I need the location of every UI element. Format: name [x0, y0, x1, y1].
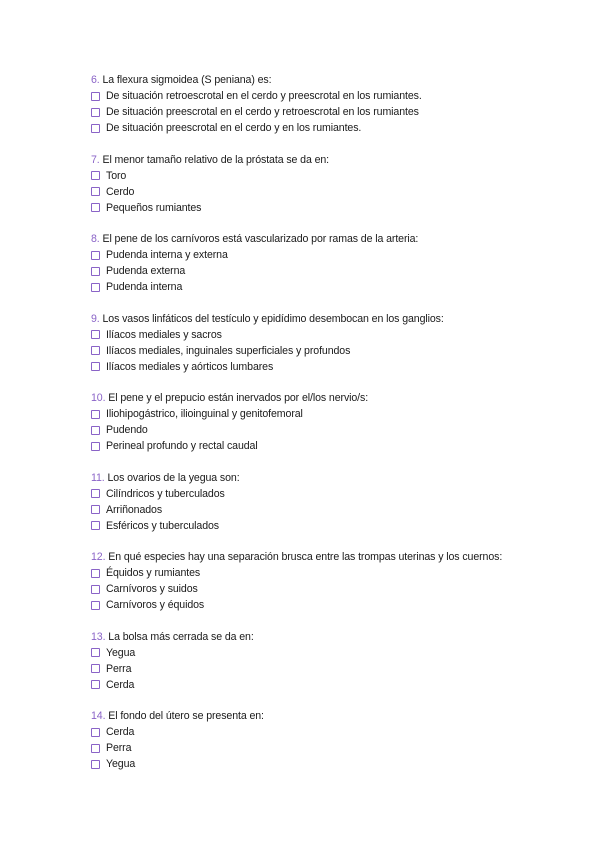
question-7 — [91, 152, 591, 216]
question-12 — [91, 549, 591, 613]
checkbox-icon[interactable] — [91, 187, 100, 196]
question-text: En qué especies hay una separación brusca entre las trompas uterinas y los cuernos: — [108, 551, 503, 563]
option-label: Yegua — [106, 646, 136, 659]
checkbox-icon[interactable] — [91, 203, 100, 212]
option-label: Yegua — [106, 758, 136, 770]
question-number: 11. — [91, 471, 105, 484]
checkbox-icon[interactable] — [91, 267, 100, 276]
option-label: Cerda — [106, 726, 135, 738]
question-heading — [91, 708, 591, 724]
question-6 — [91, 72, 591, 136]
answer-option[interactable] — [91, 581, 591, 597]
question-number: 9. — [91, 312, 100, 325]
answer-option[interactable] — [91, 677, 591, 693]
option-label: Pequeños rumiantes — [106, 201, 202, 214]
checkbox-icon[interactable] — [91, 108, 100, 117]
checkbox-icon[interactable] — [91, 601, 100, 610]
checkbox-icon[interactable] — [91, 648, 100, 657]
question-number: 14. — [91, 710, 106, 722]
option-label: Cerdo — [106, 185, 135, 198]
option-label: Ilíacos mediales, inguinales superficiales y profundos — [106, 344, 351, 357]
question-text: El fondo del útero se presenta en: — [108, 710, 264, 722]
question-number: 13. — [91, 630, 106, 643]
answer-option[interactable] — [91, 565, 591, 581]
checkbox-icon[interactable] — [91, 346, 100, 355]
checkbox-icon[interactable] — [91, 251, 100, 260]
option-label: Esféricos y tuberculados — [106, 519, 220, 532]
checkbox-icon[interactable] — [91, 171, 100, 180]
option-label: Cilíndricos y tuberculados — [106, 487, 225, 500]
question-10 — [91, 390, 591, 454]
question-number: 12. — [91, 551, 106, 563]
checkbox-icon[interactable] — [91, 362, 100, 371]
question-text: Los vasos linfáticos del testículo y epidídimo desembocan en los ganglios: — [102, 312, 444, 325]
answer-option[interactable] — [91, 502, 591, 518]
option-label: Perineal profundo y rectal caudal — [106, 440, 258, 452]
question-number: 10. — [91, 392, 106, 404]
answer-option[interactable] — [91, 486, 591, 502]
answer-option[interactable] — [91, 327, 591, 343]
option-label: Pudendo — [106, 424, 148, 436]
option-label: Perra — [106, 742, 132, 754]
answer-option[interactable] — [91, 597, 591, 613]
option-label: Carnívoros y suidos — [106, 583, 198, 595]
checkbox-icon[interactable] — [91, 585, 100, 594]
option-label: Perra — [106, 662, 132, 675]
answer-option[interactable] — [91, 518, 591, 534]
answer-option[interactable] — [91, 724, 591, 740]
checkbox-icon[interactable] — [91, 330, 100, 339]
checkbox-icon[interactable] — [91, 664, 100, 673]
question-heading — [91, 231, 591, 247]
checkbox-icon[interactable] — [91, 410, 100, 419]
question-13 — [91, 629, 591, 693]
answer-option[interactable] — [91, 279, 591, 295]
question-text: La bolsa más cerrada se da en: — [108, 630, 254, 643]
answer-option[interactable] — [91, 343, 591, 359]
question-text: El pene de los carnívoros está vascularizado por ramas de la arteria: — [102, 233, 419, 245]
answer-option[interactable] — [91, 406, 591, 422]
option-label: Équidos y rumiantes — [106, 567, 201, 579]
answer-option[interactable] — [91, 88, 591, 104]
checkbox-icon[interactable] — [91, 521, 100, 530]
checkbox-icon[interactable] — [91, 744, 100, 753]
answer-option[interactable] — [91, 120, 591, 136]
question-heading — [91, 152, 591, 168]
answer-option[interactable] — [91, 247, 591, 263]
question-number: 8. — [91, 233, 100, 245]
answer-option[interactable] — [91, 200, 591, 216]
checkbox-icon[interactable] — [91, 283, 100, 292]
answer-option[interactable] — [91, 740, 591, 756]
question-heading — [91, 390, 591, 406]
answer-option[interactable] — [91, 438, 591, 454]
question-8 — [91, 231, 591, 295]
question-heading — [91, 549, 591, 565]
checkbox-icon[interactable] — [91, 426, 100, 435]
answer-option[interactable] — [91, 359, 591, 375]
option-label: Pudenda interna y externa — [106, 249, 228, 261]
question-list — [91, 72, 591, 788]
checkbox-icon[interactable] — [91, 442, 100, 451]
option-label: Toro — [106, 169, 127, 182]
question-text: La flexura sigmoidea (S peniana) es: — [102, 74, 272, 86]
answer-option[interactable] — [91, 422, 591, 438]
question-number: 6. — [91, 74, 100, 86]
checkbox-icon[interactable] — [91, 489, 100, 498]
checkbox-icon[interactable] — [91, 680, 100, 689]
question-heading — [91, 629, 591, 645]
checkbox-icon[interactable] — [91, 505, 100, 514]
question-number: 7. — [91, 153, 100, 166]
answer-option[interactable] — [91, 661, 591, 677]
option-label: De situación retroescrotal en el cerdo y preescrotal en los rumiantes. — [106, 90, 422, 102]
option-label: De situación preescrotal en el cerdo y retroescrotal en los rumiantes — [106, 106, 419, 118]
checkbox-icon[interactable] — [91, 124, 100, 133]
option-label: Pudenda externa — [106, 265, 186, 277]
option-label: Arriñonados — [106, 503, 163, 516]
answer-option[interactable] — [91, 168, 591, 184]
question-heading — [91, 470, 591, 486]
option-label: Iliohipogástrico, ilioinguinal y genitofemoral — [106, 408, 303, 420]
option-label: Carnívoros y équidos — [106, 599, 205, 611]
option-label: Ilíacos mediales y aórticos lumbares — [106, 360, 274, 373]
question-heading — [91, 72, 591, 88]
checkbox-icon[interactable] — [91, 569, 100, 578]
checkbox-icon[interactable] — [91, 728, 100, 737]
answer-option[interactable] — [91, 104, 591, 120]
answer-option[interactable] — [91, 184, 591, 200]
answer-option[interactable] — [91, 756, 591, 772]
question-11 — [91, 470, 591, 534]
question-heading — [91, 311, 591, 327]
question-14 — [91, 708, 591, 772]
question-9 — [91, 311, 591, 375]
option-label: Ilíacos mediales y sacros — [106, 328, 222, 341]
answer-option[interactable] — [91, 645, 591, 661]
checkbox-icon[interactable] — [91, 92, 100, 101]
answer-option[interactable] — [91, 263, 591, 279]
option-label: De situación preescrotal en el cerdo y en los rumiantes. — [106, 122, 362, 134]
question-text: El menor tamaño relativo de la próstata se da en: — [102, 153, 330, 166]
question-text: Los ovarios de la yegua son: — [107, 471, 240, 484]
option-label: Pudenda interna — [106, 281, 183, 293]
question-text: El pene y el prepucio están inervados por el/los nervio/s: — [108, 392, 369, 404]
checkbox-icon[interactable] — [91, 760, 100, 769]
option-label: Cerda — [106, 678, 135, 691]
